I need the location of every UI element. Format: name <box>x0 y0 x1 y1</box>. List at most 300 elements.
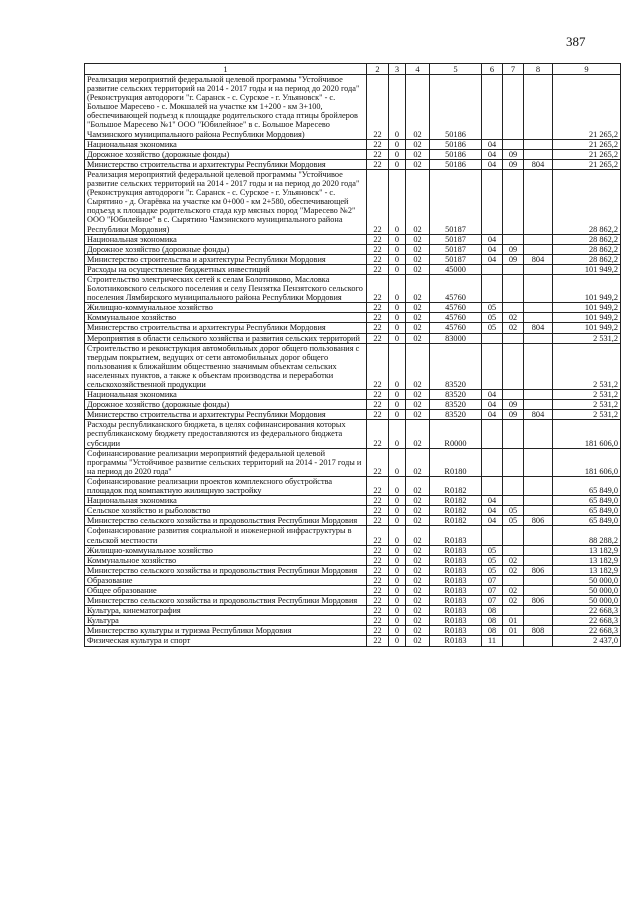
code-cell: 22 <box>367 139 389 149</box>
ministry-code-cell <box>524 303 553 313</box>
amount-cell: 13 182,9 <box>553 545 621 555</box>
subsection-cell <box>503 420 524 448</box>
code-cell: R0183 <box>430 626 482 636</box>
section-cell <box>482 343 503 389</box>
section-cell: 04 <box>482 159 503 169</box>
code-cell: 02 <box>406 390 430 400</box>
code-cell: R0000 <box>430 420 482 448</box>
subsection-cell: 02 <box>503 585 524 595</box>
code-cell: 0 <box>389 264 406 274</box>
code-cell: 02 <box>406 545 430 555</box>
row-name: Министерство сельского хозяйства и продовольствия Республики Мордовия <box>85 565 367 575</box>
code-cell: 0 <box>389 545 406 555</box>
ministry-code-cell: 806 <box>524 565 553 575</box>
table-row <box>85 516 621 526</box>
subsection-cell <box>503 303 524 313</box>
section-cell: 05 <box>482 545 503 555</box>
subsection-cell <box>503 274 524 302</box>
table-row <box>85 149 621 159</box>
code-cell: 0 <box>389 420 406 448</box>
code-cell: 02 <box>406 516 430 526</box>
subsection-cell <box>503 333 524 343</box>
row-name: Расходы республиканского бюджета, в целях софинансирования которых республиканскому бюджету предоставляются из федерального бюджета субсидии <box>85 420 367 448</box>
amount-cell: 88 288,2 <box>553 526 621 545</box>
amount-cell: 65 849,0 <box>553 496 621 506</box>
column-header: 2 <box>367 64 389 75</box>
row-name: Национальная экономика <box>85 234 367 244</box>
row-name: Дорожное хозяйство (дорожные фонды) <box>85 149 367 159</box>
subsection-cell <box>503 545 524 555</box>
code-cell: 02 <box>406 333 430 343</box>
column-header: 8 <box>524 64 553 75</box>
code-cell: 02 <box>406 244 430 254</box>
section-cell: 04 <box>482 496 503 506</box>
code-cell: 22 <box>367 476 389 495</box>
code-cell: R0183 <box>430 636 482 646</box>
subsection-cell <box>503 169 524 234</box>
subsection-cell <box>503 234 524 244</box>
ministry-code-cell <box>524 333 553 343</box>
row-name: Министерство строительства и архитектуры Республики Мордовия <box>85 159 367 169</box>
amount-cell: 50 000,0 <box>553 596 621 606</box>
section-cell: 04 <box>482 516 503 526</box>
section-cell: 04 <box>482 244 503 254</box>
ministry-code-cell: 806 <box>524 596 553 606</box>
code-cell: 22 <box>367 333 389 343</box>
section-cell: 04 <box>482 400 503 410</box>
section-cell: 04 <box>482 390 503 400</box>
table-row <box>85 606 621 616</box>
subsection-cell: 09 <box>503 254 524 264</box>
code-cell: 22 <box>367 545 389 555</box>
row-name: Реализация мероприятий федеральной целевой программы "Устойчивое развитие сельских территорий на 2014 - 2017 годы и на период до 2020 года" (Реконструкция автодороги "г. Саранск - с. Сурское - г. Ульяновск" - с. Большое Маресево - с. Мокшалей на участке км 1+200 - км 3+100, обеспечивающей подъезд к площадке родительского стада птицы бройлеров "Большое Маресево №1" ООО "Юбилейное" в с. Большое Маресево Чамзинского муниципального района Республики Мордовия) <box>85 75 367 140</box>
subsection-cell <box>503 476 524 495</box>
row-name: Софинансирование реализации мероприятий федеральной целевой программы "Устойчивое развитие сельских территорий на 2014 - 2017 годы и на период до 2020 года" <box>85 448 367 476</box>
code-cell: 0 <box>389 585 406 595</box>
amount-cell: 28 862,2 <box>553 254 621 264</box>
section-cell <box>482 333 503 343</box>
code-cell: 0 <box>389 496 406 506</box>
ministry-code-cell <box>524 169 553 234</box>
row-name: Мероприятия в области сельского хозяйства и развития сельских территорий <box>85 333 367 343</box>
ministry-code-cell <box>524 496 553 506</box>
amount-cell: 50 000,0 <box>553 575 621 585</box>
table-row <box>85 526 621 545</box>
row-name: Министерство строительства и архитектуры Республики Мордовия <box>85 323 367 333</box>
code-cell: 02 <box>406 169 430 234</box>
ministry-code-cell: 804 <box>524 254 553 264</box>
row-name: Строительство и реконструкция автомобильных дорог общего пользования с твердым покрытием, ведущих от сети автомобильных дорог общего пользования к ближайшим общественно значимым объектам сельских населенных пунктов, а также к объектам производства и переработки сельскохозяйственной продукции <box>85 343 367 389</box>
subsection-cell: 02 <box>503 555 524 565</box>
row-name: Министерство культуры и туризма Республики Мордовия <box>85 626 367 636</box>
subsection-cell <box>503 496 524 506</box>
table-row <box>85 264 621 274</box>
code-cell: 02 <box>406 606 430 616</box>
code-cell: 02 <box>406 264 430 274</box>
code-cell: 22 <box>367 400 389 410</box>
code-cell: 0 <box>389 323 406 333</box>
table-row <box>85 343 621 389</box>
ministry-code-cell <box>524 264 553 274</box>
column-header: 6 <box>482 64 503 75</box>
table-row <box>85 333 621 343</box>
code-cell: 22 <box>367 526 389 545</box>
code-cell: 0 <box>389 274 406 302</box>
amount-cell: 101 949,2 <box>553 274 621 302</box>
section-cell: 07 <box>482 585 503 595</box>
ministry-code-cell <box>524 390 553 400</box>
ministry-code-cell <box>524 420 553 448</box>
row-name: Национальная экономика <box>85 496 367 506</box>
ministry-code-cell <box>524 149 553 159</box>
code-cell: 22 <box>367 75 389 140</box>
code-cell: 02 <box>406 476 430 495</box>
amount-cell: 2 531,2 <box>553 343 621 389</box>
column-header: 3 <box>389 64 406 75</box>
code-cell: 02 <box>406 526 430 545</box>
ministry-code-cell <box>524 139 553 149</box>
code-cell: 02 <box>406 596 430 606</box>
amount-cell: 2 531,2 <box>553 333 621 343</box>
table-row <box>85 234 621 244</box>
ministry-code-cell <box>524 606 553 616</box>
code-cell: 02 <box>406 585 430 595</box>
code-cell: 02 <box>406 149 430 159</box>
row-name: Софинансирование реализации проектов комплексного обустройства площадок под компактную жилищную застройку <box>85 476 367 495</box>
code-cell: 22 <box>367 555 389 565</box>
table-row <box>85 169 621 234</box>
code-cell: 45000 <box>430 264 482 274</box>
code-cell: 22 <box>367 596 389 606</box>
subsection-cell <box>503 448 524 476</box>
amount-cell: 22 668,3 <box>553 626 621 636</box>
code-cell: 0 <box>389 476 406 495</box>
code-cell: 83000 <box>430 333 482 343</box>
amount-cell: 101 949,2 <box>553 323 621 333</box>
amount-cell: 101 949,2 <box>553 313 621 323</box>
ministry-code-cell <box>524 448 553 476</box>
column-header: 7 <box>503 64 524 75</box>
ministry-code-cell: 804 <box>524 159 553 169</box>
code-cell: 50187 <box>430 244 482 254</box>
amount-cell: 21 265,2 <box>553 139 621 149</box>
amount-cell: 21 265,2 <box>553 149 621 159</box>
table-row <box>85 506 621 516</box>
table-row <box>85 244 621 254</box>
row-name: Жилищно-коммунальное хозяйство <box>85 545 367 555</box>
row-name: Дорожное хозяйство (дорожные фонды) <box>85 400 367 410</box>
table-row <box>85 159 621 169</box>
amount-cell: 22 668,3 <box>553 606 621 616</box>
subsection-cell: 02 <box>503 323 524 333</box>
code-cell: 50186 <box>430 139 482 149</box>
table-row <box>85 636 621 646</box>
code-cell: 0 <box>389 410 406 420</box>
code-cell: 22 <box>367 234 389 244</box>
code-cell: R0180 <box>430 448 482 476</box>
code-cell: 02 <box>406 234 430 244</box>
section-cell: 04 <box>482 234 503 244</box>
column-header: 5 <box>430 64 482 75</box>
subsection-cell <box>503 139 524 149</box>
amount-cell: 2 531,2 <box>553 400 621 410</box>
code-cell: 02 <box>406 420 430 448</box>
code-cell: R0182 <box>430 476 482 495</box>
code-cell: 22 <box>367 159 389 169</box>
code-cell: 22 <box>367 448 389 476</box>
code-cell: 02 <box>406 303 430 313</box>
code-cell: 22 <box>367 274 389 302</box>
table-row <box>85 400 621 410</box>
ministry-code-cell <box>524 75 553 140</box>
code-cell: 22 <box>367 616 389 626</box>
code-cell: 02 <box>406 343 430 389</box>
code-cell: 83520 <box>430 410 482 420</box>
code-cell: 0 <box>389 139 406 149</box>
section-cell <box>482 448 503 476</box>
code-cell: 0 <box>389 506 406 516</box>
code-cell: 02 <box>406 400 430 410</box>
code-cell: R0183 <box>430 526 482 545</box>
amount-cell: 28 862,2 <box>553 244 621 254</box>
ministry-code-cell <box>524 343 553 389</box>
budget-table <box>84 63 621 647</box>
code-cell: 22 <box>367 313 389 323</box>
row-name: Коммунальное хозяйство <box>85 313 367 323</box>
amount-cell: 101 949,2 <box>553 303 621 313</box>
amount-cell: 21 265,2 <box>553 159 621 169</box>
code-cell: 50187 <box>430 169 482 234</box>
column-header: 4 <box>406 64 430 75</box>
row-name: Министерство строительства и архитектуры Республики Мордовия <box>85 254 367 264</box>
code-cell: R0183 <box>430 616 482 626</box>
code-cell: 0 <box>389 159 406 169</box>
amount-cell: 181 606,0 <box>553 420 621 448</box>
code-cell: 0 <box>389 343 406 389</box>
code-cell: 02 <box>406 139 430 149</box>
code-cell: 22 <box>367 254 389 264</box>
row-name: Реализация мероприятий федеральной целевой программы "Устойчивое развитие сельских территорий на 2014 - 2017 годы и на период до 2020 года" (Реконструкция автодороги "г. Саранск - с. Сурское - г. Ульяновск" - с. Сырятино - д. Огарёвка на участке км 0+000 - км 2+580, обеспечивающей подъезд к площадке родительского стада кур мясных пород "Маресево №2" ООО "Юбилейное" в с. Сырятино Чамзинского муниципального района Республики Мордовия) <box>85 169 367 234</box>
code-cell: 50187 <box>430 234 482 244</box>
subsection-cell: 01 <box>503 626 524 636</box>
row-name: Министерство строительства и архитектуры Республики Мордовия <box>85 410 367 420</box>
code-cell: 22 <box>367 420 389 448</box>
table-row <box>85 139 621 149</box>
table-row <box>85 496 621 506</box>
ministry-code-cell: 806 <box>524 516 553 526</box>
code-cell: 02 <box>406 626 430 636</box>
code-cell: 50187 <box>430 254 482 264</box>
code-cell: 0 <box>389 555 406 565</box>
subsection-cell <box>503 575 524 585</box>
ministry-code-cell <box>524 506 553 516</box>
ministry-code-cell: 804 <box>524 323 553 333</box>
row-name: Культура, кинематография <box>85 606 367 616</box>
code-cell: 0 <box>389 390 406 400</box>
code-cell: R0182 <box>430 516 482 526</box>
code-cell: 45760 <box>430 303 482 313</box>
code-cell: 45760 <box>430 313 482 323</box>
ministry-code-cell <box>524 585 553 595</box>
code-cell: 02 <box>406 506 430 516</box>
code-cell: 22 <box>367 585 389 595</box>
table-row <box>85 254 621 264</box>
section-cell: 04 <box>482 410 503 420</box>
code-cell: 02 <box>406 636 430 646</box>
code-cell: 0 <box>389 526 406 545</box>
table-row <box>85 323 621 333</box>
row-name: Дорожное хозяйство (дорожные фонды) <box>85 244 367 254</box>
amount-cell: 2 437,0 <box>553 636 621 646</box>
page-number: 387 <box>566 34 586 49</box>
code-cell: 83520 <box>430 343 482 389</box>
table-row <box>85 303 621 313</box>
code-cell: 02 <box>406 313 430 323</box>
row-name: Министерство сельского хозяйства и продовольствия Республики Мордовия <box>85 596 367 606</box>
code-cell: 0 <box>389 516 406 526</box>
amount-cell: 22 668,3 <box>553 616 621 626</box>
code-cell: 0 <box>389 303 406 313</box>
code-cell: 02 <box>406 565 430 575</box>
code-cell: 50186 <box>430 75 482 140</box>
row-name: Жилищно-коммунальное хозяйство <box>85 303 367 313</box>
section-cell: 08 <box>482 616 503 626</box>
section-cell: 05 <box>482 303 503 313</box>
subsection-cell: 09 <box>503 149 524 159</box>
ministry-code-cell <box>524 400 553 410</box>
code-cell: 02 <box>406 254 430 264</box>
table-row <box>85 555 621 565</box>
section-cell: 04 <box>482 149 503 159</box>
amount-cell: 65 849,0 <box>553 506 621 516</box>
code-cell: 0 <box>389 244 406 254</box>
ministry-code-cell <box>524 616 553 626</box>
subsection-cell: 09 <box>503 400 524 410</box>
subsection-cell: 05 <box>503 506 524 516</box>
table-row <box>85 545 621 555</box>
column-header: 1 <box>85 64 367 75</box>
row-name: Строительство электрических сетей к селам Болотниково, Масловка Болотниковского сельского поселения и селу Пензятка Пензятского сельского поселения Лямбирского муниципального района Республики Мордовия <box>85 274 367 302</box>
code-cell: R0183 <box>430 555 482 565</box>
code-cell: 22 <box>367 149 389 159</box>
code-cell: 22 <box>367 323 389 333</box>
section-cell: 08 <box>482 606 503 616</box>
table-row <box>85 390 621 400</box>
code-cell: 02 <box>406 75 430 140</box>
code-cell: 22 <box>367 606 389 616</box>
code-cell: 0 <box>389 313 406 323</box>
code-cell: 0 <box>389 596 406 606</box>
subsection-cell <box>503 75 524 140</box>
code-cell: 45760 <box>430 323 482 333</box>
section-cell: 04 <box>482 506 503 516</box>
table-row <box>85 274 621 302</box>
code-cell: 83520 <box>430 400 482 410</box>
code-cell: 22 <box>367 636 389 646</box>
subsection-cell: 02 <box>503 596 524 606</box>
subsection-cell <box>503 264 524 274</box>
section-cell: 05 <box>482 323 503 333</box>
code-cell: 50186 <box>430 159 482 169</box>
code-cell: R0182 <box>430 496 482 506</box>
code-cell: R0183 <box>430 596 482 606</box>
subsection-cell <box>503 390 524 400</box>
code-cell: 22 <box>367 575 389 585</box>
code-cell: 0 <box>389 75 406 140</box>
amount-cell: 65 849,0 <box>553 476 621 495</box>
section-cell <box>482 75 503 140</box>
table-row <box>85 448 621 476</box>
code-cell: 22 <box>367 390 389 400</box>
code-cell: 02 <box>406 575 430 585</box>
subsection-cell: 02 <box>503 565 524 575</box>
ministry-code-cell <box>524 555 553 565</box>
ministry-code-cell <box>524 234 553 244</box>
code-cell: 0 <box>389 606 406 616</box>
amount-cell: 21 265,2 <box>553 75 621 140</box>
code-cell: 22 <box>367 516 389 526</box>
code-cell: 22 <box>367 244 389 254</box>
table-row <box>85 420 621 448</box>
subsection-cell <box>503 526 524 545</box>
table-row <box>85 616 621 626</box>
code-cell: 02 <box>406 555 430 565</box>
section-cell: 11 <box>482 636 503 646</box>
subsection-cell <box>503 606 524 616</box>
table-row <box>85 476 621 495</box>
ministry-code-cell <box>524 526 553 545</box>
code-cell: 22 <box>367 496 389 506</box>
code-cell: 0 <box>389 333 406 343</box>
subsection-cell <box>503 636 524 646</box>
amount-cell: 181 606,0 <box>553 448 621 476</box>
row-name: Коммунальное хозяйство <box>85 555 367 565</box>
amount-cell: 65 849,0 <box>553 516 621 526</box>
subsection-cell: 09 <box>503 244 524 254</box>
code-cell: 0 <box>389 636 406 646</box>
code-cell: 22 <box>367 506 389 516</box>
row-name: Сельское хозяйство и рыболовство <box>85 506 367 516</box>
subsection-cell: 01 <box>503 616 524 626</box>
section-cell: 05 <box>482 555 503 565</box>
table-row <box>85 626 621 636</box>
code-cell: 22 <box>367 565 389 575</box>
row-name: Культура <box>85 616 367 626</box>
section-cell: 05 <box>482 313 503 323</box>
row-name: Национальная экономика <box>85 139 367 149</box>
section-cell: 05 <box>482 565 503 575</box>
amount-cell: 2 531,2 <box>553 410 621 420</box>
table-row <box>85 575 621 585</box>
amount-cell: 13 182,9 <box>553 555 621 565</box>
row-name: Общее образование <box>85 585 367 595</box>
table-row <box>85 313 621 323</box>
section-cell <box>482 169 503 234</box>
code-cell: 22 <box>367 626 389 636</box>
code-cell: 22 <box>367 264 389 274</box>
subsection-cell <box>503 343 524 389</box>
section-cell <box>482 476 503 495</box>
table-header-row <box>85 64 621 75</box>
code-cell: 0 <box>389 234 406 244</box>
code-cell: 0 <box>389 565 406 575</box>
amount-cell: 28 862,2 <box>553 169 621 234</box>
section-cell <box>482 264 503 274</box>
section-cell <box>482 420 503 448</box>
code-cell: R0183 <box>430 585 482 595</box>
ministry-code-cell <box>524 545 553 555</box>
ministry-code-cell <box>524 313 553 323</box>
